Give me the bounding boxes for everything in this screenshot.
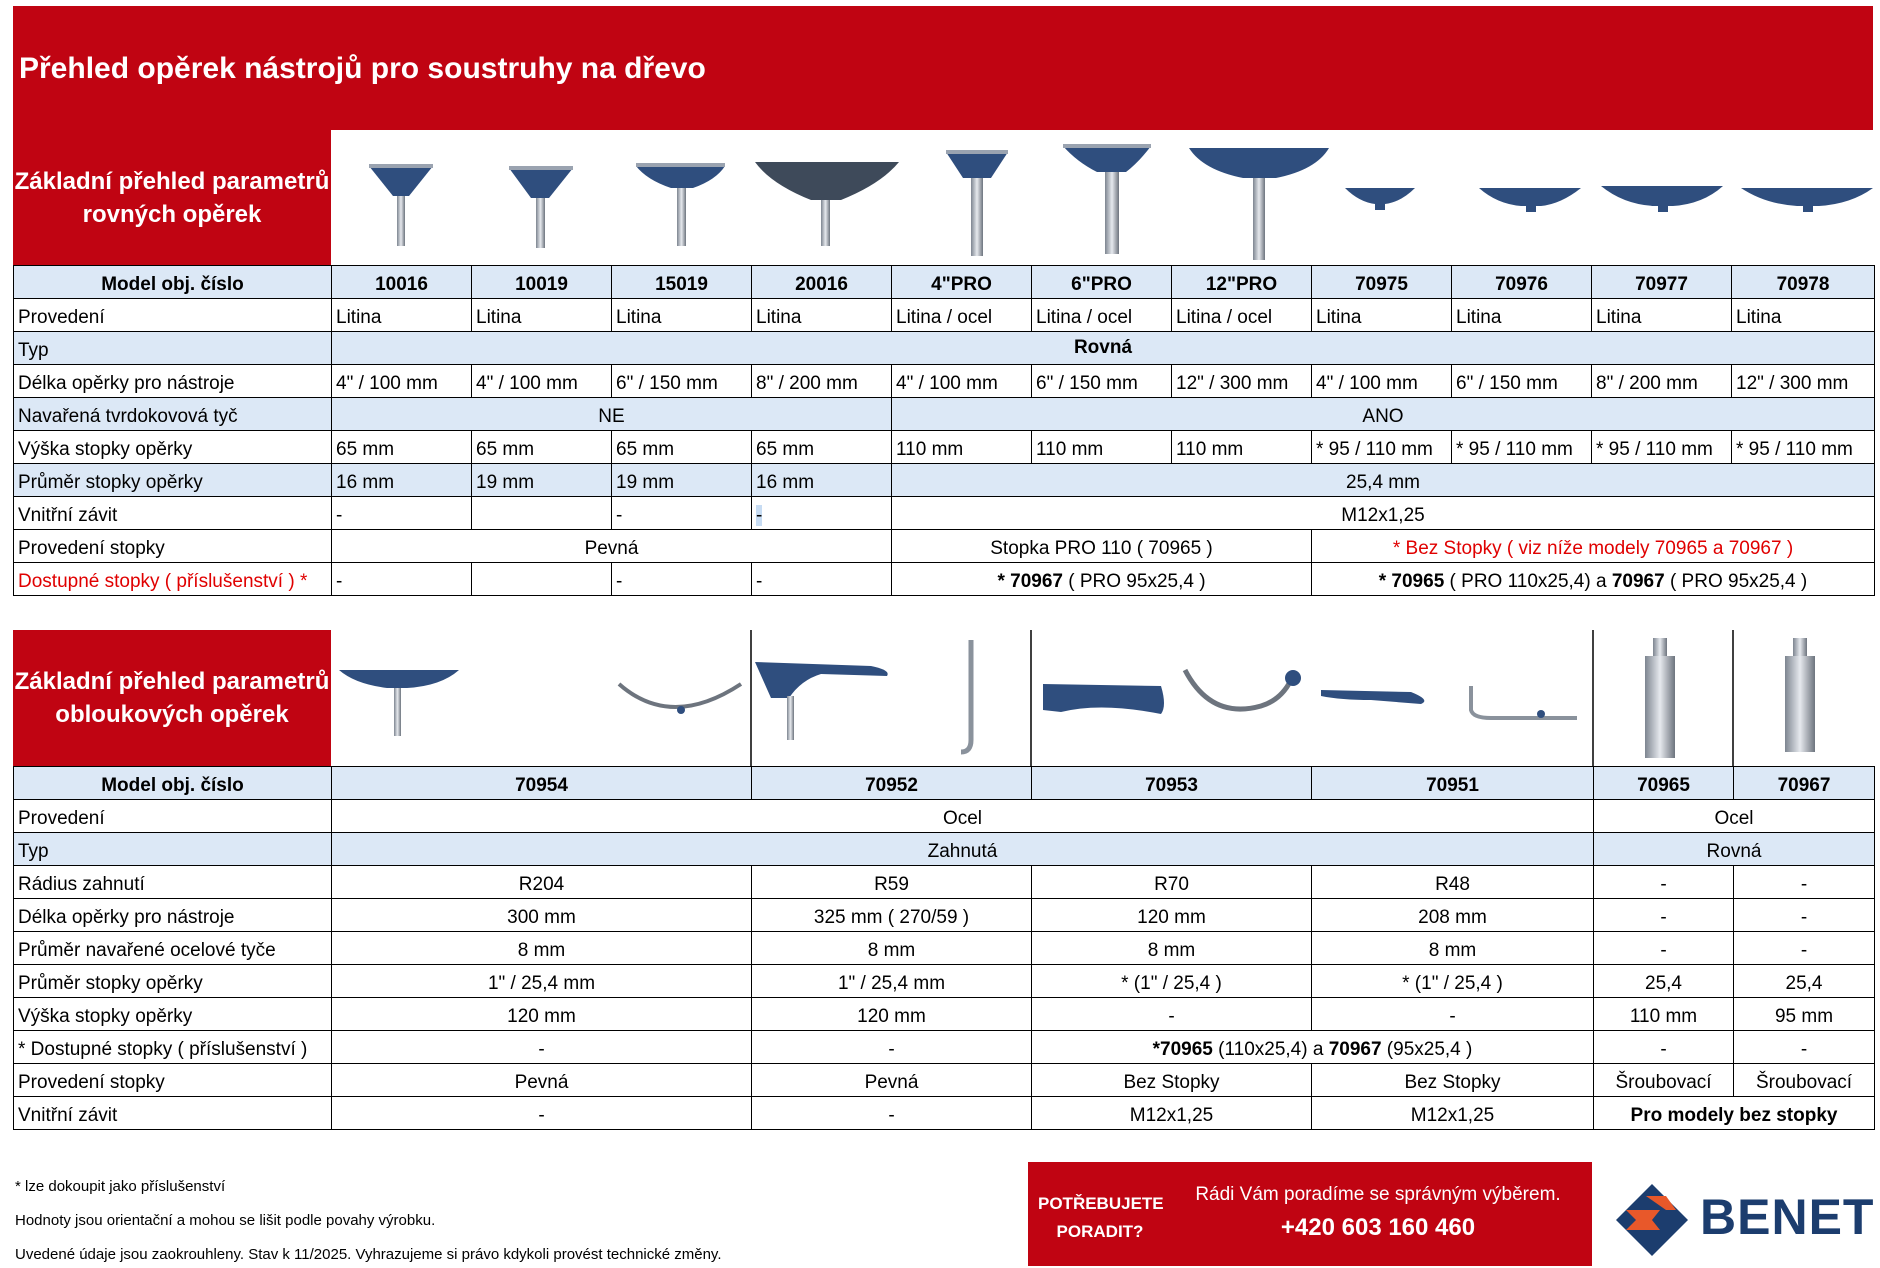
- footnote-values: Hodnoty jsou orientační a mohou se lišit podle povahy výrobku.: [15, 1212, 436, 1229]
- table-row-zavit: [14, 1097, 1875, 1130]
- row-label: Navařená tvrdokovová tyč: [14, 398, 332, 431]
- row-label: Model obj. číslo: [14, 266, 332, 299]
- table-cell: [752, 497, 892, 530]
- table-row-zavit: [14, 497, 1875, 530]
- row-label: Délka opěrky pro nástroje: [14, 899, 332, 932]
- section2-product-images: [331, 630, 1876, 766]
- table-cell: Litina: [1732, 299, 1875, 332]
- table-cell: 1" / 25,4 mm: [752, 965, 1032, 998]
- table-cell: -: [332, 1097, 752, 1130]
- table-cell: [1312, 563, 1875, 596]
- table-cell: Šroubovací: [1734, 1064, 1875, 1097]
- table-cell: -: [1734, 1031, 1875, 1064]
- benet-logo: [1608, 1172, 1876, 1262]
- table-cell: [472, 563, 612, 596]
- table-cell: Ocel: [1594, 800, 1875, 833]
- table-row-provedeni-stopky: [14, 1064, 1875, 1097]
- table-cell: Pevná: [332, 1064, 752, 1097]
- table-cell: -: [1734, 899, 1875, 932]
- row-label: Průměr navařené ocelové tyče: [14, 932, 332, 965]
- accessory-code: * 70965: [1378, 571, 1445, 592]
- table-cell: -: [752, 563, 892, 596]
- table-cell: 8 mm: [752, 932, 1032, 965]
- accessory-spec: (110x25,4) a: [1212, 1039, 1329, 1060]
- table-cell: -: [1734, 932, 1875, 965]
- shank-70965-icon: [1645, 638, 1675, 758]
- rest-70978-icon: [1741, 188, 1873, 212]
- rest-70976-icon: [1479, 188, 1581, 212]
- accessory-spec: (95x25,4 ): [1381, 1039, 1473, 1060]
- table-row-provedeni-stopky: [14, 530, 1875, 563]
- rest-10016-icon: [369, 164, 433, 246]
- table-cell: 16 mm: [752, 464, 892, 497]
- model-cell: 10016: [332, 266, 472, 299]
- table-cell: -: [332, 497, 472, 530]
- table-cell: Litina: [332, 299, 472, 332]
- accessory-spec: ( PRO 110x25,4) a: [1444, 571, 1612, 592]
- footnote-accessory: * lze dokoupit jako příslušenství: [15, 1178, 226, 1195]
- table-cell: R48: [1312, 866, 1594, 899]
- row-label: Průměr stopky opěrky: [14, 464, 332, 497]
- table-cell: M12x1,25: [1032, 1097, 1312, 1130]
- table-row-vyska: [14, 998, 1875, 1031]
- model-cell: 70953: [1032, 767, 1312, 800]
- model-cell: 70951: [1312, 767, 1594, 800]
- table-cell: 25,4: [1594, 965, 1734, 998]
- rest-70975-icon: [1345, 188, 1415, 210]
- table-cell: NE: [332, 398, 892, 431]
- table-cell: 120 mm: [752, 998, 1032, 1031]
- table-cell: 16 mm: [332, 464, 472, 497]
- table-cell: -: [752, 1097, 1032, 1130]
- table-cell: -: [332, 1031, 752, 1064]
- accessory-code: * 70967: [997, 571, 1063, 592]
- table-cell: Pro modely bez stopky: [1594, 1097, 1875, 1130]
- benet-logo-icon: [1612, 1180, 1692, 1260]
- table-cell: -: [1594, 932, 1734, 965]
- section1-heading-line2: rovných opěrek: [82, 200, 262, 228]
- table-row-typ: [14, 332, 1875, 365]
- accessory-code: 70967: [1611, 571, 1665, 592]
- model-cell: 70954: [332, 767, 752, 800]
- straight-rests-table: [13, 265, 1875, 596]
- row-label: Typ: [14, 833, 332, 866]
- table-cell: 12" / 300 mm: [1732, 365, 1875, 398]
- contact-info: [1178, 1184, 1578, 1242]
- table-cell: * 95 / 110 mm: [1732, 431, 1875, 464]
- table-row-navarena: [14, 398, 1875, 431]
- table-cell: 1" / 25,4 mm: [332, 965, 752, 998]
- table-cell: -: [612, 563, 752, 596]
- accessory-code: *70965: [1152, 1039, 1213, 1060]
- table-cell: 8" / 200 mm: [1592, 365, 1732, 398]
- table-row-model: [14, 767, 1875, 800]
- table-cell: 6" / 150 mm: [1452, 365, 1592, 398]
- table-cell: Ocel: [332, 800, 1594, 833]
- row-label: * Dostupné stopky ( příslušenství ): [14, 1031, 332, 1064]
- row-label: Provedení stopky: [14, 1064, 332, 1097]
- section2-heading-line1: Základní přehled parametrů: [14, 668, 330, 695]
- row-label: Výška stopky opěrky: [14, 431, 332, 464]
- benet-logo-text: BENET: [1700, 1189, 1875, 1245]
- model-cell: 70975: [1312, 266, 1452, 299]
- row-label: Provedení: [14, 800, 332, 833]
- model-cell: 20016: [752, 266, 892, 299]
- row-label: Provedení stopky: [14, 530, 332, 563]
- section1-heading: [13, 130, 331, 265]
- table-cell: Rovná: [1594, 833, 1875, 866]
- rest-70977-icon: [1601, 186, 1723, 212]
- table-cell: [892, 563, 1312, 596]
- table-cell: Pevná: [752, 1064, 1032, 1097]
- rest-70951-icon: [1321, 686, 1577, 718]
- table-cell: 6" / 150 mm: [612, 365, 752, 398]
- table-cell: Litina / ocel: [892, 299, 1032, 332]
- table-cell: 65 mm: [332, 431, 472, 464]
- table-cell: Pevná: [332, 530, 892, 563]
- table-row-provedeni: [14, 800, 1875, 833]
- section2-heading-line2: obloukových opěrek: [55, 701, 289, 728]
- table-cell: Litina: [472, 299, 612, 332]
- row-label: Dostupné stopky ( příslušenství ) *: [14, 563, 332, 596]
- table-cell: -: [752, 1031, 1032, 1064]
- table-cell: * 95 / 110 mm: [1452, 431, 1592, 464]
- table-cell: Litina: [1312, 299, 1452, 332]
- table-cell: 4" / 100 mm: [1312, 365, 1452, 398]
- table-cell: -: [612, 497, 752, 530]
- table-cell: * (1" / 25,4 ): [1032, 965, 1312, 998]
- contact-prompt: [1038, 1190, 1162, 1246]
- table-cell: 8 mm: [1312, 932, 1594, 965]
- model-cell: 70965: [1594, 767, 1734, 800]
- table-row-typ: [14, 833, 1875, 866]
- footnote-rounding: Uvedené údaje jsou zaokrouhleny. Stav k 11/2025. Vyhrazujeme si právo kdykoli provést technické změny.: [15, 1246, 722, 1263]
- table-row-delka: [14, 365, 1875, 398]
- table-cell: 12" / 300 mm: [1172, 365, 1312, 398]
- row-label: Délka opěrky pro nástroje: [14, 365, 332, 398]
- table-row-prumer-stopky: [14, 965, 1875, 998]
- table-cell: 4" / 100 mm: [892, 365, 1032, 398]
- model-cell: 70952: [752, 767, 1032, 800]
- table-cell: 65 mm: [752, 431, 892, 464]
- table-cell: 4" / 100 mm: [472, 365, 612, 398]
- table-cell: Bez Stopky: [1312, 1064, 1594, 1097]
- table-cell: [1032, 1031, 1594, 1064]
- model-cell: 70977: [1592, 266, 1732, 299]
- table-cell: 120 mm: [1032, 899, 1312, 932]
- table-cell: [472, 497, 612, 530]
- table-cell: 6" / 150 mm: [1032, 365, 1172, 398]
- table-cell: Litina / ocel: [1032, 299, 1172, 332]
- table-cell: 19 mm: [472, 464, 612, 497]
- table-cell: 110 mm: [1594, 998, 1734, 1031]
- table-cell: * 95 / 110 mm: [1592, 431, 1732, 464]
- section1-product-images: [331, 134, 1876, 264]
- selected-cell-text: -: [756, 505, 763, 526]
- table-cell: 95 mm: [1734, 998, 1875, 1031]
- rest-70953-icon: [1043, 670, 1301, 714]
- table-cell: R70: [1032, 866, 1312, 899]
- table-cell: -: [1594, 899, 1734, 932]
- table-row-vyska: [14, 431, 1875, 464]
- model-cell: 12"PRO: [1172, 266, 1312, 299]
- table-cell: Bez Stopky: [1032, 1064, 1312, 1097]
- model-cell: 70976: [1452, 266, 1592, 299]
- table-cell: 110 mm: [1032, 431, 1172, 464]
- table-cell: ANO: [892, 398, 1875, 431]
- table-cell: -: [1734, 866, 1875, 899]
- table-cell: Stopka PRO 110 ( 70965 ): [892, 530, 1312, 563]
- table-row-prumer-tyce: [14, 932, 1875, 965]
- table-row-provedeni: [14, 299, 1875, 332]
- row-label: Průměr stopky opěrky: [14, 965, 332, 998]
- row-label: Rádius zahnutí: [14, 866, 332, 899]
- model-cell: 70978: [1732, 266, 1875, 299]
- model-cell: 4"PRO: [892, 266, 1032, 299]
- row-label: Provedení: [14, 299, 332, 332]
- table-row-delka: [14, 899, 1875, 932]
- page-title: Přehled opěrek nástrojů pro soustruhy na dřevo: [19, 52, 706, 85]
- table-row-dostupne: [14, 563, 1875, 596]
- table-cell: 208 mm: [1312, 899, 1594, 932]
- table-cell: -: [1594, 866, 1734, 899]
- rest-70954-icon: [339, 670, 741, 736]
- table-cell: Rovná: [332, 332, 1875, 365]
- table-cell: 65 mm: [472, 431, 612, 464]
- row-label: Výška stopky opěrky: [14, 998, 332, 1031]
- curved-rests-table: [13, 766, 1875, 1130]
- row-label: Model obj. číslo: [14, 767, 332, 800]
- table-cell: -: [1032, 998, 1312, 1031]
- shank-70967-icon: [1785, 638, 1815, 752]
- table-cell: 325 mm ( 270/59 ): [752, 899, 1032, 932]
- table-cell: Litina / ocel: [1172, 299, 1312, 332]
- model-cell: 15019: [612, 266, 752, 299]
- table-cell: Litina: [1592, 299, 1732, 332]
- table-cell: -: [332, 563, 472, 596]
- rest-70952-icon: [755, 640, 971, 752]
- table-cell: 110 mm: [1172, 431, 1312, 464]
- table-cell: 65 mm: [612, 431, 752, 464]
- table-cell: -: [1594, 1031, 1734, 1064]
- table-cell: Litina: [612, 299, 752, 332]
- table-cell: * (1" / 25,4 ): [1312, 965, 1594, 998]
- rest-12pro-icon: [1189, 148, 1329, 260]
- table-cell: 4" / 100 mm: [332, 365, 472, 398]
- table-cell: M12x1,25: [1312, 1097, 1594, 1130]
- table-cell: 25,4: [1734, 965, 1875, 998]
- title-banner: [13, 6, 1873, 130]
- table-row-dostupne: [14, 1031, 1875, 1064]
- table-cell: Zahnutá: [332, 833, 1594, 866]
- section2-heading: [13, 630, 331, 766]
- row-label: Vnitřní závit: [14, 1097, 332, 1130]
- row-label: Vnitřní závit: [14, 497, 332, 530]
- table-cell: 19 mm: [612, 464, 752, 497]
- table-cell: Šroubovací: [1594, 1064, 1734, 1097]
- table-cell: * Bez Stopky ( viz níže modely 70965 a 70967 ): [1312, 530, 1875, 563]
- table-cell: R59: [752, 866, 1032, 899]
- table-cell: 300 mm: [332, 899, 752, 932]
- model-cell: 6"PRO: [1032, 266, 1172, 299]
- table-cell: 8 mm: [1032, 932, 1312, 965]
- table-cell: 25,4 mm: [892, 464, 1875, 497]
- table-row-model: [14, 266, 1875, 299]
- rest-10019-icon: [509, 166, 573, 248]
- contact-phone[interactable]: +420 603 160 460: [1280, 1214, 1476, 1241]
- model-cell: 70967: [1734, 767, 1875, 800]
- accessory-spec: ( PRO 95x25,4 ): [1664, 571, 1808, 592]
- table-cell: M12x1,25: [892, 497, 1875, 530]
- table-cell: R204: [332, 866, 752, 899]
- section1-heading-line1: Základní přehled parametrů: [14, 167, 330, 195]
- accessory-spec: ( PRO 95x25,4 ): [1062, 571, 1206, 592]
- contact-banner[interactable]: [1028, 1162, 1592, 1266]
- rest-6pro-icon: [1063, 144, 1151, 254]
- table-cell: Litina: [752, 299, 892, 332]
- table-cell: Litina: [1452, 299, 1592, 332]
- model-cell: 10019: [472, 266, 612, 299]
- table-row-prumer: [14, 464, 1875, 497]
- table-cell: 8" / 200 mm: [752, 365, 892, 398]
- table-cell: 120 mm: [332, 998, 752, 1031]
- table-cell: -: [1312, 998, 1594, 1031]
- accessory-code: 70967: [1328, 1039, 1382, 1060]
- table-cell: 110 mm: [892, 431, 1032, 464]
- rest-4pro-icon: [946, 150, 1008, 256]
- rest-15019-icon: [636, 163, 725, 246]
- contact-prompt-line1: POTŘEBUJETE: [1038, 1194, 1164, 1213]
- rest-20016-icon: [755, 162, 899, 246]
- contact-prompt-line2: PORADIT?: [1056, 1222, 1144, 1241]
- table-cell: 8 mm: [332, 932, 752, 965]
- contact-tagline: Rádi Vám poradíme se správným výběrem.: [1195, 1184, 1561, 1205]
- row-label: Typ: [14, 332, 332, 365]
- table-row-radius: [14, 866, 1875, 899]
- table-cell: * 95 / 110 mm: [1312, 431, 1452, 464]
